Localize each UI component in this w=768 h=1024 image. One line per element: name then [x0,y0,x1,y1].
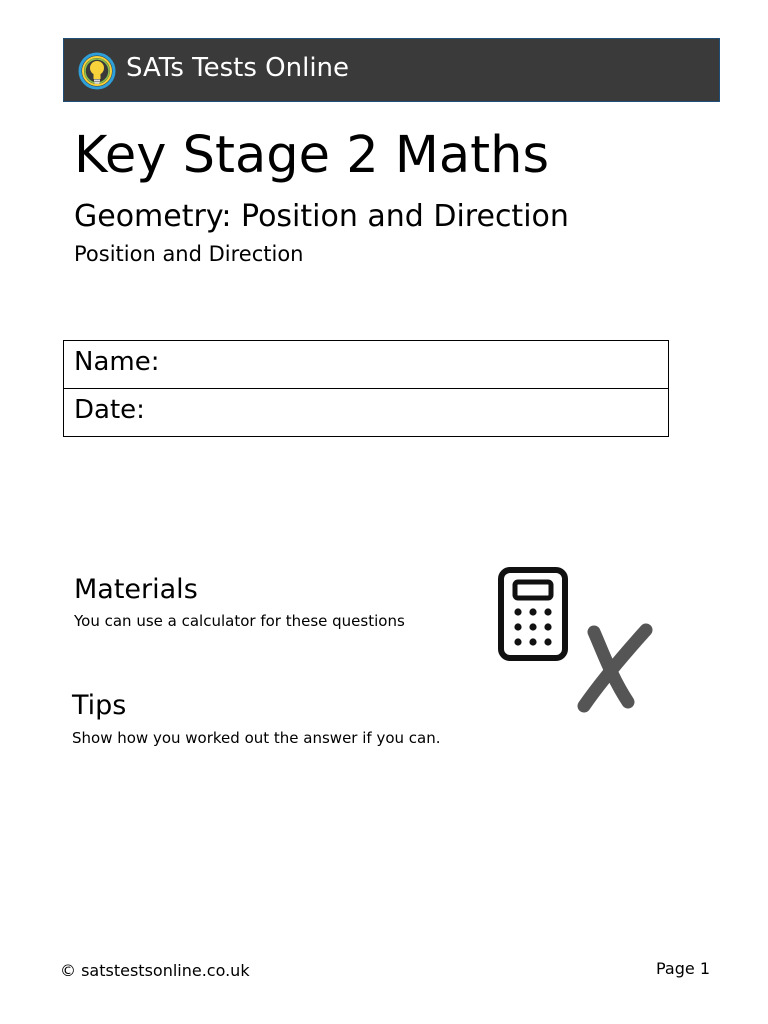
page-title: Key Stage 2 Maths [74,126,550,185]
topic-label: Position and Direction [74,242,304,266]
lightbulb-icon [78,51,116,91]
brand-name: SATs Tests Online [126,53,350,83]
date-label: Date: [74,395,145,425]
page-subtitle: Geometry: Position and Direction [74,199,569,234]
page-number: Page 1 [656,959,710,978]
tips-heading: Tips [72,690,127,721]
materials-text: You can use a calculator for these questions [74,612,405,630]
materials-heading: Materials [74,574,198,605]
calculator-icon [494,566,574,664]
header-bar [63,38,720,102]
footer-copyright: © satstestsonline.co.uk [60,961,250,980]
name-row[interactable] [64,341,668,389]
date-row[interactable] [64,389,668,437]
cross-icon [572,622,654,714]
student-info-box [63,340,669,437]
name-label: Name: [74,347,160,377]
tips-text: Show how you worked out the answer if you can. [72,729,441,747]
